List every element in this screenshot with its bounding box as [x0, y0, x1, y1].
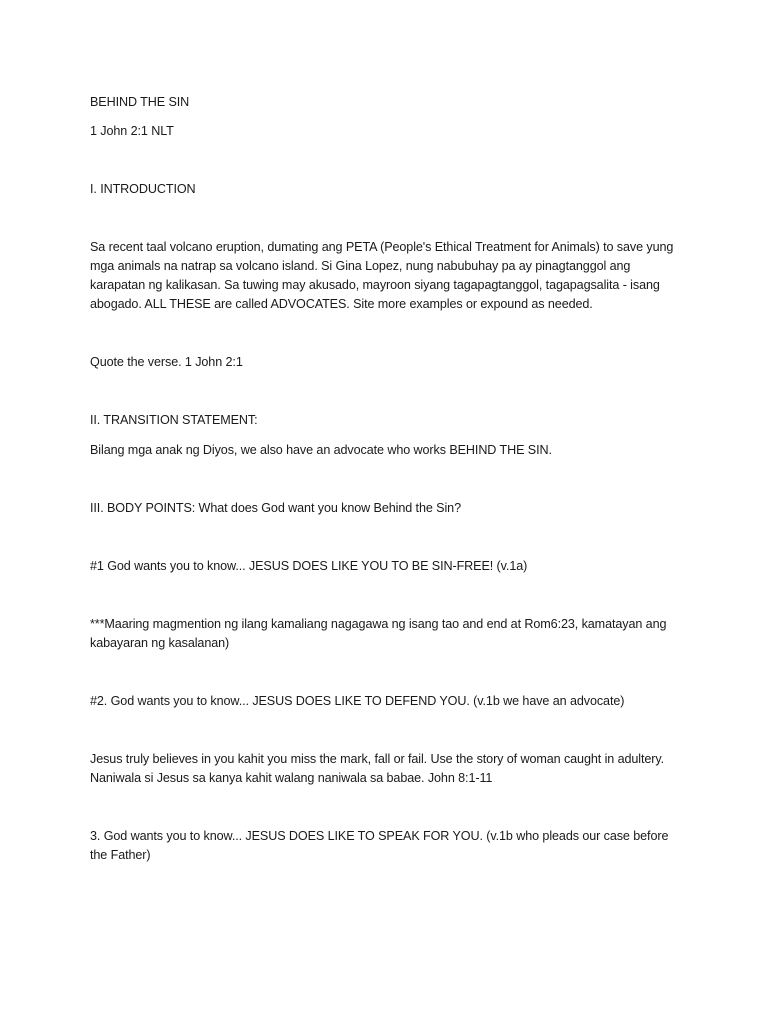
introduction-heading: I. INTRODUCTION — [90, 182, 196, 196]
transition-heading: II. TRANSITION STATEMENT: — [90, 413, 258, 427]
scripture-reference: 1 John 2:1 NLT — [90, 124, 174, 138]
point-3: 3. God wants you to know... JESUS DOES LIKE TO SPEAK FOR YOU. (v.1b who pleads our case before the Father) — [90, 829, 669, 862]
quote-line: Quote the verse. 1 John 2:1 — [90, 355, 243, 369]
transition-text: Bilang mga anak ng Diyos, we also have an advocate who works BEHIND THE SIN. — [90, 443, 552, 457]
body-points-heading: III. BODY POINTS: What does God want you know Behind the Sin? — [90, 501, 461, 515]
point-1-note: ***Maaring magmention ng ilang kamaliang nagagawa ng isang tao and end at Rom6:23, kamatayan ang kabayaran ng kasalanan) — [90, 617, 667, 650]
point-1: #1 God wants you to know... JESUS DOES LIKE YOU TO BE SIN-FREE! (v.1a) — [90, 559, 528, 573]
point-2-note: Jesus truly believes in you kahit you miss the mark, fall or fail. Use the story of woman caught in adultery. Naniwala si Jesus sa kanya kahit walang naniwala sa babae. John 8:1-11 — [90, 752, 665, 785]
document-title: BEHIND THE SIN — [90, 95, 190, 109]
introduction-paragraph: Sa recent taal volcano eruption, dumating ang PETA (People's Ethical Treatment for Animals) to save yung mga animals na natrap sa volcano island. Si Gina Lopez, nung nabubuhay pa ay pinagtanggol ang karapatan ng kalikasan. Sa tuwing may akusado, mayroon siyang tagapagtanggol, tagapagsalita - isang abogado. ALL THESE are called ADVOCATES. Site more examples or expound as needed. — [90, 240, 674, 311]
point-2: #2. God wants you to know... JESUS DOES LIKE TO DEFEND YOU. (v.1b we have an advocate) — [90, 694, 625, 708]
